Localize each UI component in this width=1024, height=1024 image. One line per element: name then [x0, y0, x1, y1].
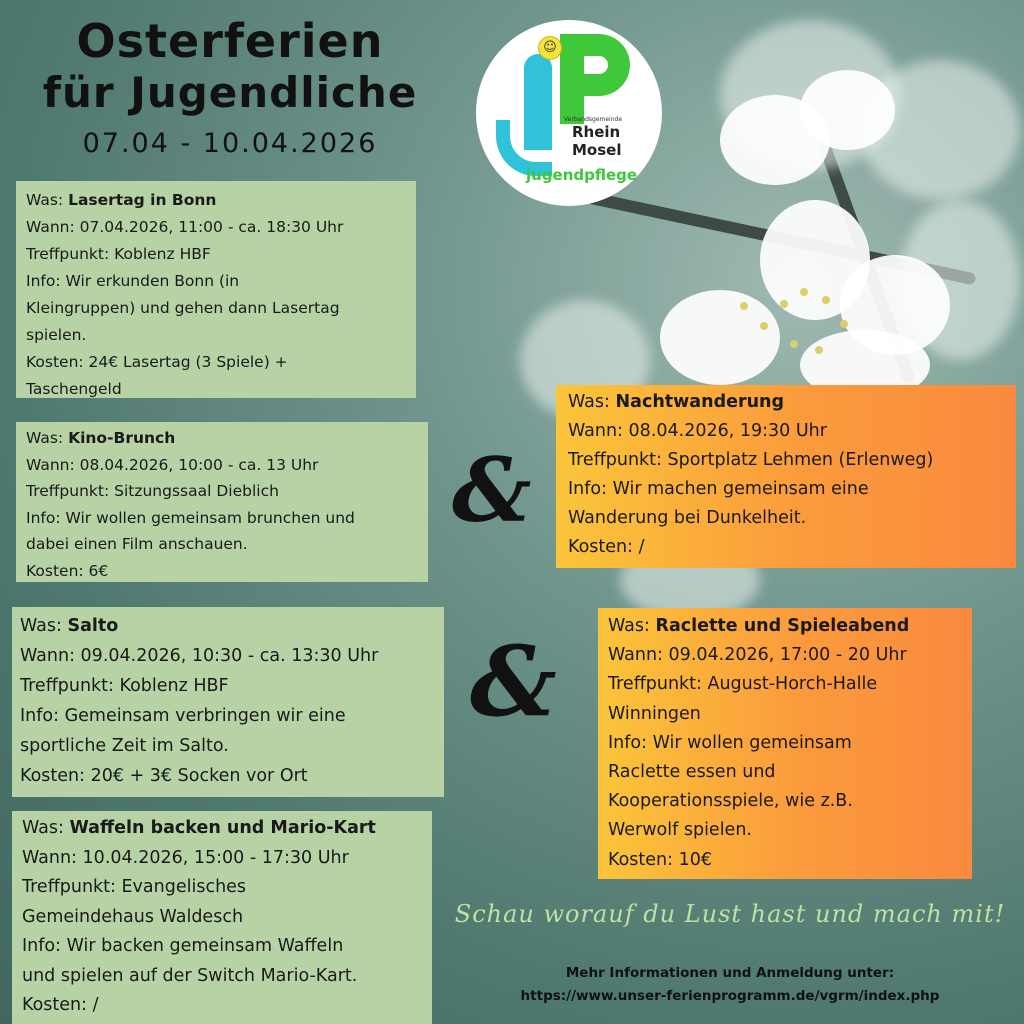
event-card-kino-brunch: Was: Kino-Brunch Wann: 08.04.2026, 10:00 - ca. 13 Uhr Treffpunkt: Sitzungssaal Dieblich Info: Wir wollen gemeinsam brunchen und dabei einen Film anschauen. Kosten: 6€ — [16, 422, 428, 582]
event-line: Werwolf spielen. — [608, 820, 752, 841]
event-line: Wann: 09.04.2026, 17:00 - 20 Uhr — [608, 645, 907, 666]
logo-small-text: Verbandsgemeinde — [564, 116, 623, 123]
event-line: Info: Wir backen gemeinsam Waffeln — [22, 936, 344, 956]
event-line: Kosten: 24€ Lasertag (3 Spiele) + — [26, 353, 288, 371]
event-line: Taschengeld — [26, 380, 122, 398]
logo-rhein: Rhein — [572, 123, 621, 141]
event-line: spielen. — [26, 326, 87, 344]
event-line: Treffpunkt: Sportplatz Lehmen (Erlenweg) — [568, 450, 934, 470]
ampersand-2: & — [470, 625, 557, 738]
event-line: Info: Wir wollen gemeinsam brunchen und — [26, 508, 355, 527]
event-line: Wann: 07.04.2026, 11:00 - ca. 18:30 Uhr — [26, 218, 344, 236]
smiley-icon: ☺ — [538, 36, 562, 60]
page-title: Osterferien — [76, 14, 384, 68]
logo-mosel: Mosel — [572, 141, 622, 159]
event-line: Info: Wir machen gemeinsam eine — [568, 479, 869, 499]
event-line: Raclette essen und — [608, 762, 776, 783]
event-line: sportliche Zeit im Salto. — [20, 736, 229, 756]
event-line: Info: Wir wollen gemeinsam — [608, 732, 852, 753]
jugendpflege-logo — [476, 20, 662, 206]
event-line: Wanderung bei Dunkelheit. — [568, 508, 807, 528]
event-line: Treffpunkt: August-Horch-Halle — [608, 674, 878, 695]
event-line: Kleingruppen) und gehen dann Lasertag — [26, 299, 340, 317]
more-info-label: Mehr Informationen und Anmeldung unter: — [565, 965, 895, 981]
event-line: Winningen — [608, 703, 701, 724]
slogan: Schau worauf du Lust hast und mach mit! — [454, 900, 1006, 928]
event-title: Kino-Brunch — [68, 429, 176, 447]
event-title: Lasertag in Bonn — [68, 191, 217, 209]
event-line: Kooperationsspiele, wie z.B. — [608, 791, 853, 812]
event-title: Nachtwanderung — [615, 392, 785, 412]
more-info-url[interactable]: https://www.unser-ferienprogramm.de/vgrm/index.php — [520, 988, 940, 1004]
event-line: Kosten: 6€ — [26, 561, 109, 580]
event-card-nachtwanderung: Was: Nachtwanderung Wann: 08.04.2026, 19:30 Uhr Treffpunkt: Sportplatz Lehmen (Erlenweg) Info: Wir machen gemeinsam eine Wanderung bei Dunkelheit. Kosten: / — [556, 385, 1016, 568]
event-line: Wann: 08.04.2026, 19:30 Uhr — [568, 421, 827, 441]
more-info — [430, 962, 1024, 1008]
event-title: Raclette und Spieleabend — [655, 616, 910, 636]
event-line: Kosten: 10€ — [608, 849, 713, 870]
event-line: Wann: 09.04.2026, 10:30 - ca. 13:30 Uhr — [20, 646, 379, 666]
event-line: Treffpunkt: Evangelisches — [22, 877, 247, 897]
event-line: Kosten: / — [22, 995, 99, 1015]
event-title: Salto — [67, 616, 119, 636]
event-line: Treffpunkt: Koblenz HBF — [20, 676, 229, 696]
event-card-raclette: Was: Raclette und Spieleabend Wann: 09.04.2026, 17:00 - 20 Uhr Treffpunkt: August-Horch-Halle Winningen Info: Wir wollen gemeinsam Raclette essen und Kooperationsspiele, wie z.B. Werwolf spielen. Kosten: 10€ — [598, 608, 972, 879]
logo-jugendpflege: jugendpflege — [526, 166, 638, 184]
event-line: Treffpunkt: Koblenz HBF — [26, 245, 211, 263]
event-title: Waffeln backen und Mario-Kart — [69, 818, 376, 838]
event-line: Kosten: / — [568, 537, 645, 557]
event-line: Wann: 10.04.2026, 15:00 - 17:30 Uhr — [22, 847, 349, 868]
event-line: Treffpunkt: Sitzungssaal Dieblich — [26, 482, 279, 500]
event-line: Kosten: 20€ + 3€ Socken vor Ort — [20, 766, 308, 786]
event-line: Wann: 08.04.2026, 10:00 - ca. 13 Uhr — [26, 455, 319, 474]
event-card-lasertag: Was: Lasertag in Bonn Wann: 07.04.2026, 11:00 - ca. 18:30 Uhr Treffpunkt: Koblenz HBF Info: Wir erkunden Bonn (in Kleingruppen) und gehen dann Lasertag spielen. Kosten: 24€ Lasertag (3 Spiele) + Taschengeld — [16, 181, 416, 398]
page-subtitle: für Jugendliche — [42, 68, 418, 117]
event-line: Info: Gemeinsam verbringen wir eine — [20, 706, 346, 726]
event-line: dabei einen Film anschauen. — [26, 535, 248, 553]
event-card-salto: Was: Salto Wann: 09.04.2026, 10:30 - ca. 13:30 Uhr Treffpunkt: Koblenz HBF Info: Gemeinsam verbringen wir eine sportliche Zeit im Salto. Kosten: 20€ + 3€ Socken vor Ort — [12, 607, 444, 797]
ampersand-1: & — [452, 438, 532, 542]
event-line: und spielen auf der Switch Mario-Kart. — [22, 965, 358, 986]
event-card-waffeln: Was: Waffeln backen und Mario-Kart Wann: 10.04.2026, 15:00 - 17:30 Uhr Treffpunkt: Evangelisches Gemeindehaus Waldesch Info: Wir backen gemeinsam Waffeln und spielen auf der Switch Mario-Kart. Kosten: / — [12, 811, 432, 1024]
event-line: Gemeindehaus Waldesch — [22, 906, 244, 927]
date-range: 07.04 - 10.04.2026 — [82, 128, 378, 159]
event-line: Info: Wir erkunden Bonn (in — [26, 272, 240, 290]
